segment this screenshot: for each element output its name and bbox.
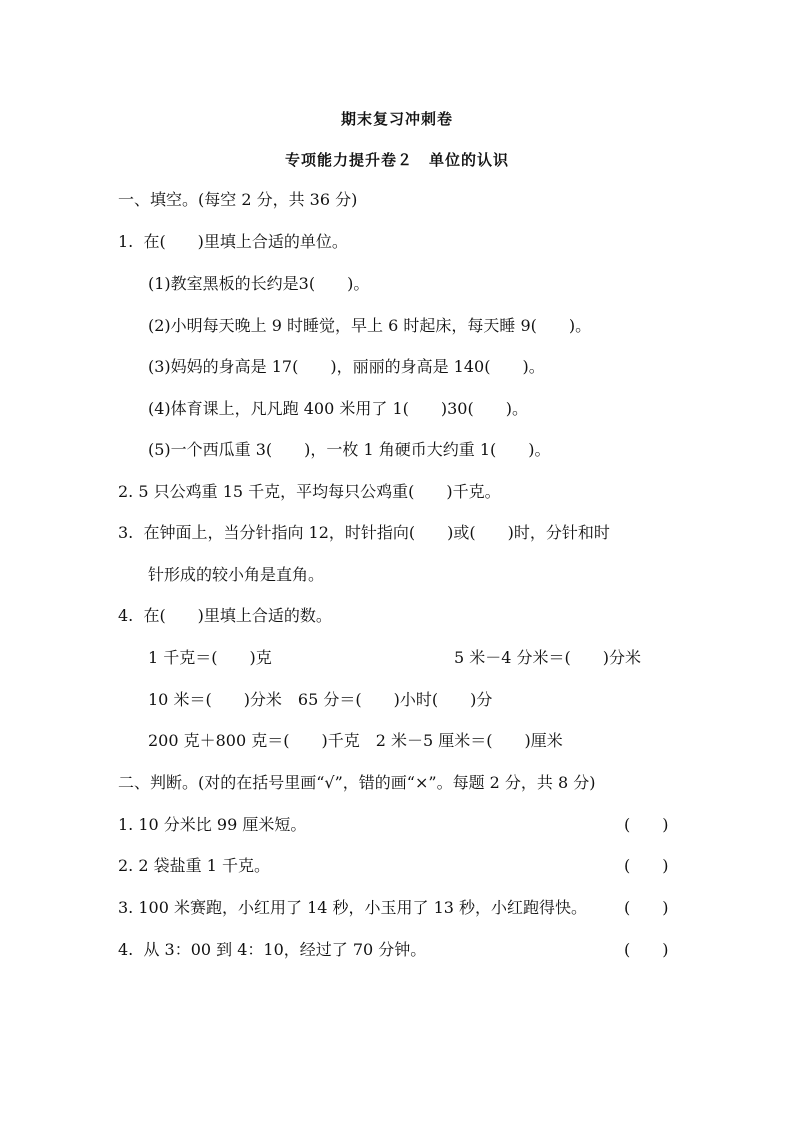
judge-answer-2[interactable]: ( ) <box>624 856 669 875</box>
question-3-line-1: 3. 在钟面上，当分针指向 12，时针指向( )或( )时，分针和时 <box>118 523 610 542</box>
question-4-row-1-left: 1 千克＝( )克 <box>148 648 272 667</box>
question-1-item-1: (1)教室黑板的长约是3( )。 <box>148 274 370 293</box>
judge-item-1: 1. 10 分米比 99 厘米短。 <box>118 815 307 834</box>
question-4-row-1-right: 5 米－4 分米＝( )分米 <box>454 648 642 667</box>
question-4-row-3: 200 克＋800 克＝( )千克 2 米－5 厘米＝( )厘米 <box>148 731 563 750</box>
question-2: 2. 5 只公鸡重 15 千克，平均每只公鸡重( )千克。 <box>118 482 501 501</box>
question-3-line-2: 针形成的较小角是直角。 <box>148 565 325 584</box>
judge-item-4: 4. 从 3：00 到 4：10，经过了 70 分钟。 <box>118 940 427 959</box>
question-4-stem: 4. 在( )里填上合适的数。 <box>118 606 332 625</box>
judge-item-2: 2. 2 袋盐重 1 千克。 <box>118 856 270 875</box>
exam-title: 期末复习冲刺卷 <box>340 110 453 128</box>
question-1-item-3: (3)妈妈的身高是 17( )，丽丽的身高是 140( )。 <box>148 357 545 376</box>
question-1-item-5: (5)一个西瓜重 3( )，一枚 1 角硬币大约重 1( )。 <box>148 440 551 459</box>
judge-answer-1[interactable]: ( ) <box>624 815 669 834</box>
question-4-row-2: 10 米＝( )分米 65 分＝( )小时( )分 <box>148 690 493 709</box>
exam-subtitle: 专项能力提升卷２ 单位的认识 <box>284 151 509 169</box>
judge-answer-4[interactable]: ( ) <box>624 940 669 959</box>
question-1-item-4: (4)体育课上，凡凡跑 400 米用了 1( )30( )。 <box>148 399 528 418</box>
judge-answer-3[interactable]: ( ) <box>624 898 669 917</box>
judge-item-3: 3. 100 米赛跑，小红用了 14 秒，小玉用了 13 秒，小红跑得快。 <box>118 898 588 917</box>
section-2-heading: 二、判断。(对的在括号里画“√”，错的画“×”。每题 2 分，共 8 分) <box>118 773 596 792</box>
question-1-stem: 1. 在( )里填上合适的单位。 <box>118 232 348 251</box>
section-1-heading: 一、填空。(每空 2 分，共 36 分) <box>118 190 358 209</box>
question-1-item-2: (2)小明每天晚上 9 时睡觉，早上 6 时起床，每天睡 9( )。 <box>148 316 592 335</box>
